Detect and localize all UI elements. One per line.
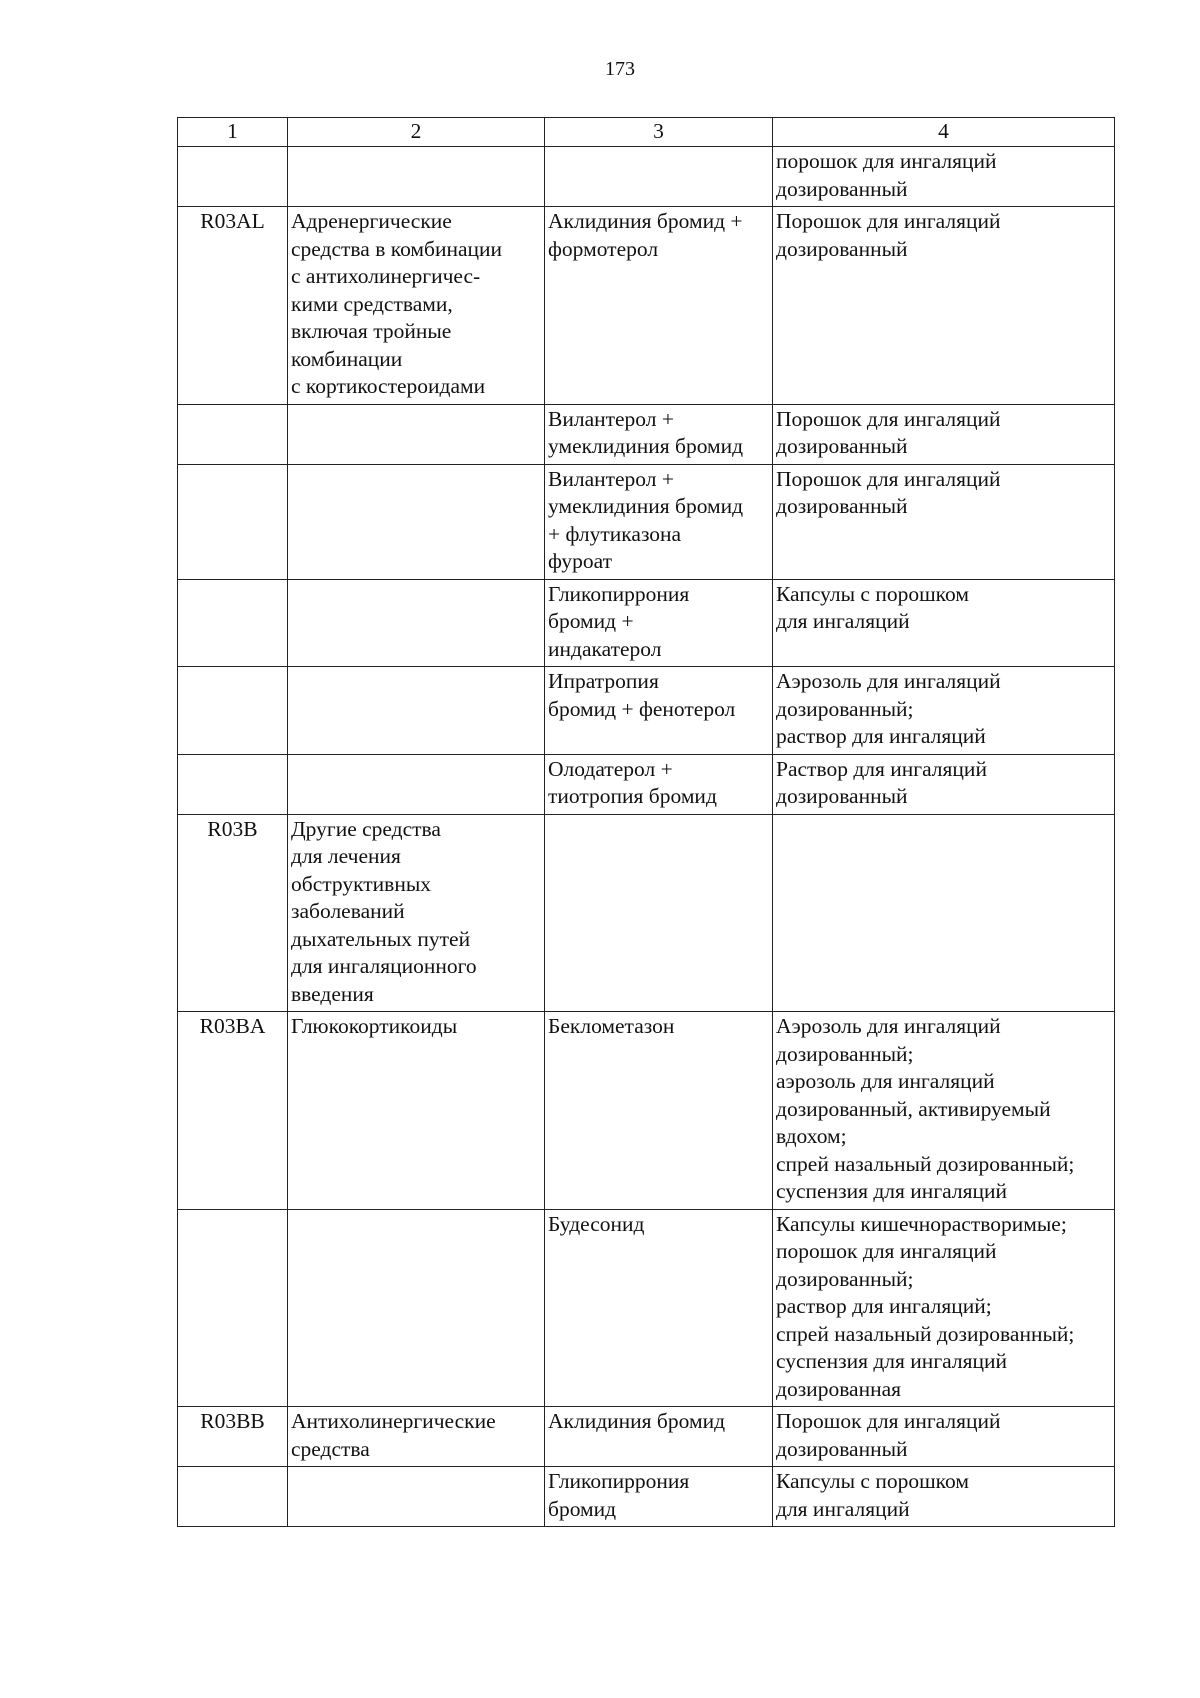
group-cell [288, 667, 545, 755]
drug-cell: Аклидиния бромид [545, 1407, 773, 1467]
code-cell: R03BB [178, 1407, 288, 1467]
group-cell: Антихолинергические средства [288, 1407, 545, 1467]
code-cell: R03AL [178, 207, 288, 405]
table-row [178, 1209, 1115, 1407]
drug-cell [545, 814, 773, 1012]
table-row [178, 1407, 1115, 1467]
group-cell [288, 579, 545, 667]
code-cell [178, 579, 288, 667]
table-row [178, 207, 1115, 405]
form-cell: Капсулы кишечнорастворимые; порошок для ингаляций дозированный; раствор для ингаляций; спрей назальный дозированный; суспензия для ингаляций дозированная [773, 1209, 1115, 1407]
group-cell [288, 754, 545, 814]
group-cell: Глюкокортикоиды [288, 1012, 545, 1210]
page-number: 173 [605, 58, 635, 80]
form-cell: порошок для ингаляций дозированный [773, 147, 1115, 207]
form-cell: Порошок для ингаляций дозированный [773, 207, 1115, 405]
code-cell [178, 464, 288, 579]
drug-cell: Гликопиррония бромид + индакатерол [545, 579, 773, 667]
table-row [178, 404, 1115, 464]
code-cell [178, 667, 288, 755]
form-cell: Порошок для ингаляций дозированный [773, 1407, 1115, 1467]
drug-cell: Аклидиния бромид + формотерол [545, 207, 773, 405]
table-row [178, 814, 1115, 1012]
code-cell: R03B [178, 814, 288, 1012]
code-cell [178, 1467, 288, 1527]
table-row [178, 579, 1115, 667]
code-cell [178, 147, 288, 207]
header-cell-1: 1 [178, 118, 288, 147]
drug-cell: Ипратропия бромид + фенотерол [545, 667, 773, 755]
drug-cell: Вилантерол + умеклидиния бромид [545, 404, 773, 464]
table-row [178, 1467, 1115, 1527]
drug-cell [545, 147, 773, 207]
header-cell-4: 4 [773, 118, 1115, 147]
form-cell: Аэрозоль для ингаляций дозированный; раствор для ингаляций [773, 667, 1115, 755]
drug-cell: Вилантерол + умеклидиния бромид + флутиказона фуроат [545, 464, 773, 579]
table-row [178, 147, 1115, 207]
drug-cell: Будесонид [545, 1209, 773, 1407]
form-cell: Порошок для ингаляций дозированный [773, 464, 1115, 579]
drug-table [177, 117, 1115, 1527]
form-cell: Аэрозоль для ингаляций дозированный; аэрозоль для ингаляций дозированный, активируемый вдохом; спрей назальный дозированный; суспензия для ингаляций [773, 1012, 1115, 1210]
drug-cell: Беклометазон [545, 1012, 773, 1210]
form-cell: Капсулы с порошком для ингаляций [773, 1467, 1115, 1527]
group-cell [288, 404, 545, 464]
group-cell [288, 464, 545, 579]
form-cell: Раствор для ингаляций дозированный [773, 754, 1115, 814]
table-row [178, 1012, 1115, 1210]
code-cell [178, 754, 288, 814]
table-header-row [178, 118, 1115, 147]
code-cell [178, 404, 288, 464]
header-cell-3: 3 [545, 118, 773, 147]
group-cell: Другие средства для лечения обструктивных заболеваний дыхательных путей для ингаляционного введения [288, 814, 545, 1012]
group-cell [288, 1209, 545, 1407]
group-cell [288, 1467, 545, 1527]
drug-cell: Олодатерол + тиотропия бромид [545, 754, 773, 814]
form-cell [773, 814, 1115, 1012]
table-row [178, 464, 1115, 579]
form-cell: Капсулы с порошком для ингаляций [773, 579, 1115, 667]
table-row [178, 667, 1115, 755]
group-cell [288, 147, 545, 207]
group-cell: Адренергические средства в комбинации с антихолинергичес- кими средствами, включая тройные комбинации с кортикостероидами [288, 207, 545, 405]
code-cell: R03BA [178, 1012, 288, 1210]
header-cell-2: 2 [288, 118, 545, 147]
drug-cell: Гликопиррония бромид [545, 1467, 773, 1527]
table-row [178, 754, 1115, 814]
code-cell [178, 1209, 288, 1407]
form-cell: Порошок для ингаляций дозированный [773, 404, 1115, 464]
